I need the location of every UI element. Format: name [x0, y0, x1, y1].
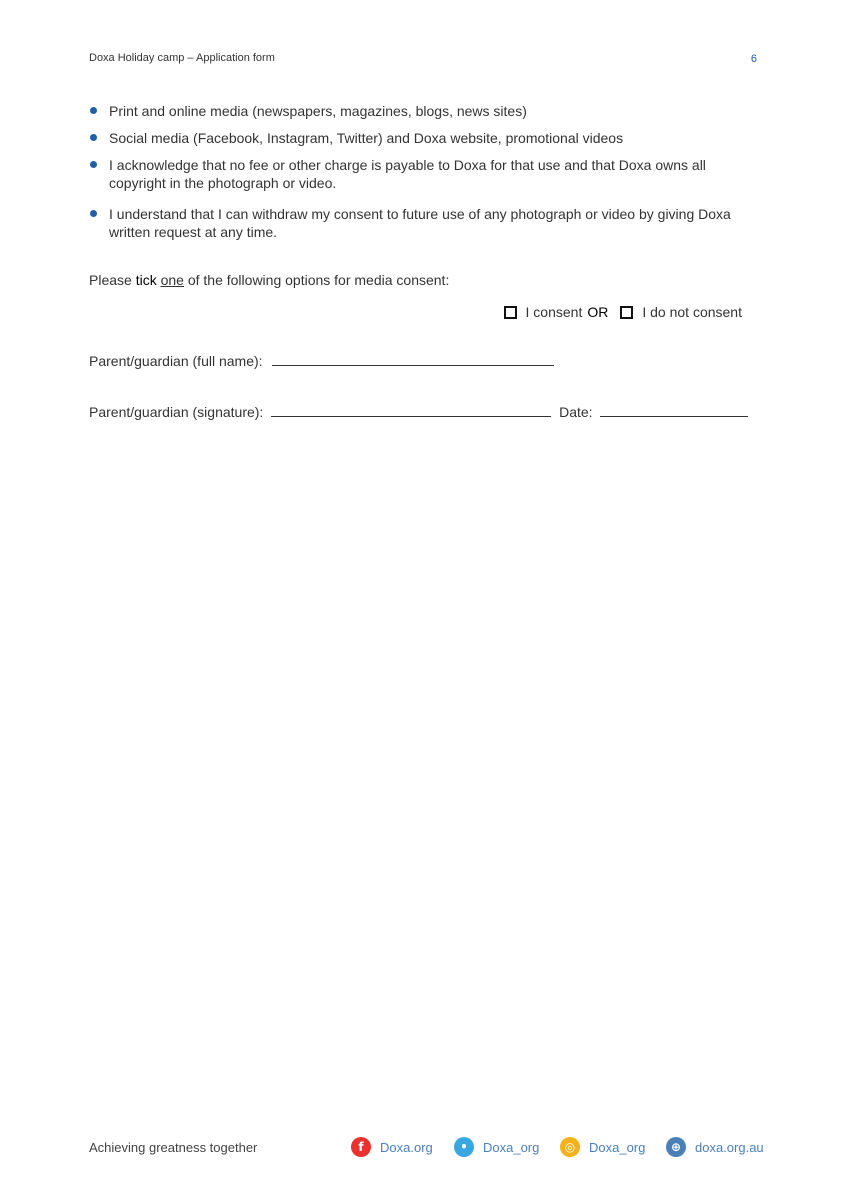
website-label: doxa.org.au — [695, 1139, 764, 1155]
bullet-icon — [90, 107, 97, 114]
bullet-icon — [90, 210, 97, 217]
full-name-row — [89, 351, 554, 370]
list-item — [89, 205, 749, 241]
instagram-link[interactable] — [560, 1136, 645, 1158]
list-item-text: I understand that I can withdraw my consent to future use of any photograph or video by giving Doxa written request at any time. — [109, 206, 731, 240]
instagram-icon: ◎ — [560, 1137, 580, 1157]
no-consent-option-label: I do not consent — [642, 304, 742, 320]
list-item — [89, 156, 749, 192]
consent-options — [504, 302, 742, 322]
full-name-field[interactable] — [272, 351, 554, 366]
list-item — [89, 129, 749, 147]
twitter-label: Doxa_org — [483, 1139, 540, 1155]
instruction-one-word: one — [160, 272, 184, 288]
list-item-text: I acknowledge that no fee or other charge is payable to Doxa for that use and that Doxa owns all copyright in the photograph or video. — [109, 157, 706, 191]
document-title: Doxa Holiday camp – Application form — [89, 52, 275, 64]
signature-label: Parent/guardian (signature): — [89, 404, 264, 420]
website-icon: ⊕ — [666, 1137, 686, 1157]
twitter-icon: • — [454, 1137, 474, 1157]
no-consent-checkbox[interactable] — [620, 306, 633, 319]
page-header — [89, 52, 757, 68]
facebook-link[interactable] — [351, 1136, 433, 1158]
page-number: 6 — [750, 53, 757, 65]
instruction-suffix: of the following options for media consent: — [183, 272, 450, 288]
list-item-text: Social media (Facebook, Instagram, Twitter) and Doxa website, promotional videos — [109, 130, 624, 146]
instagram-label: Doxa_org — [589, 1139, 646, 1155]
signature-row — [89, 402, 748, 421]
bullet-icon — [90, 161, 97, 168]
footer-tagline: Achieving greatness together — [89, 1140, 258, 1155]
consent-instruction — [89, 271, 449, 289]
instruction-prefix: Please — [89, 272, 136, 288]
website-link[interactable] — [666, 1136, 764, 1158]
facebook-icon: f — [351, 1137, 371, 1157]
media-use-list — [89, 102, 749, 250]
date-field[interactable] — [600, 402, 748, 417]
page-footer — [89, 1136, 764, 1160]
twitter-link[interactable] — [454, 1136, 539, 1158]
date-label: Date: — [559, 404, 593, 420]
facebook-label: Doxa.org — [380, 1139, 433, 1155]
consent-option-label: I consent — [525, 304, 583, 320]
or-separator: OR — [587, 304, 609, 320]
instruction-tick-word: tick — [135, 272, 157, 288]
list-item-text: Print and online media (newspapers, magazines, blogs, news sites) — [109, 103, 527, 119]
full-name-label: Parent/guardian (full name): — [89, 353, 263, 369]
list-item — [89, 102, 749, 120]
signature-field[interactable] — [271, 402, 551, 417]
consent-checkbox[interactable] — [504, 306, 517, 319]
bullet-icon — [90, 134, 97, 141]
